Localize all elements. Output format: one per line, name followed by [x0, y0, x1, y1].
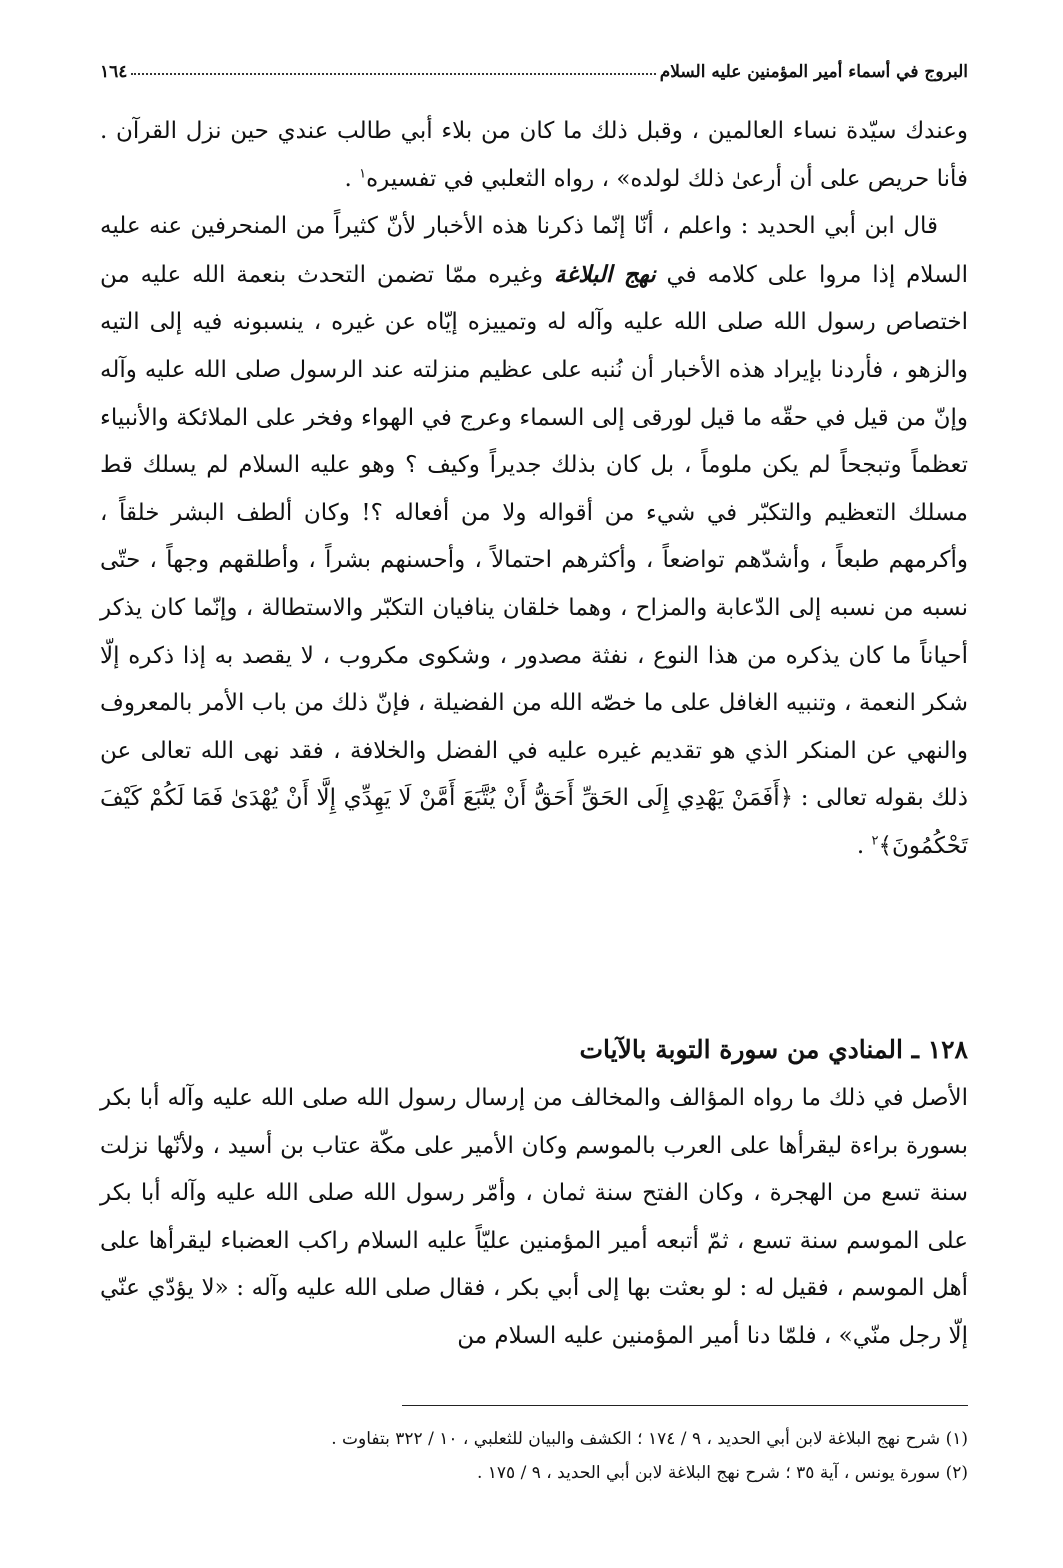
book-title-nahj: نهج البلاغة — [553, 260, 656, 288]
page-number: ١٦٤ — [100, 61, 128, 82]
dotted-leader — [131, 72, 655, 75]
quran-verse: ﴿أَفَمَنْ يَهْدِي إِلَى الحَقِّ أَحَقُّ أَنْ يُتَّبَعَ أَمَّنْ لَا يَهِدِّي إِلَّا أَنْ يُهْدَىٰ فَمَا لَكُمْ كَيْفَ تَحْكُمُونَ﴾ — [100, 785, 968, 859]
footnotes — [100, 1422, 968, 1490]
footnote-ref-2: ٢ — [871, 833, 879, 849]
footnote-1: (١) شرح نهج البلاغة لابن أبي الحديد ، ٩ / ١٧٤ ؛ الكشف والبيان للثعلبي ، ١٠ / ٣٢٢ بتفاوت . — [331, 1429, 968, 1449]
main-text — [100, 108, 968, 871]
section-text — [100, 1075, 968, 1361]
paragraph-ibn-abi-al-hadid: قال ابن أبي الحديد : واعلم ، أنّا إنّما ذكرنا هذه الأخبار لأنّ كثيراً من المنحرفين عنه عليه السلام إذا مروا على كلامه في نهج البلاغة وغيره ممّا تضمن التحدث بنعمة الله عليه من اختصاص رسول الله صلى الله عليه وآله له وتمييزه إيّاه عن غيره ، ينسبونه فيه إلى التيه والزهو ، فأردنا بإيراد هذه الأخبار أن نُنبه على عظيم منزلته عند الرسول صلى الله عليه وآله وإنّ من قيل في حقّه ما قيل لورقى إلى السماء وعرج في الهواء وفخر على الملائكة والأنبياء تعظماً وتبجحاً لم يكن ملوماً ، بل كان بذلك جديراً وكيف ؟ وهو عليه السلام لم يسلك قط مسلك التعظيم والتكبّر في شيء من أقواله ولا من أفعاله ؟! وكان ألطف البشر خلقاً ، وأكرمهم طبعاً ، وأشدّهم تواضعاً ، وأكثرهم احتمالاً ، وأحسنهم بشراً ، وأطلقهم وجهاً ، حتّى نسبه من نسبه إلى الدّعابة والمزاح ، وهما خلقان ينافيان التكبّر والاستطالة ، وإنّما كان يذكر أحياناً ما كان يذكره من هذا النوع ، نفثة مصدور ، وشكوى مكروب ، لا يقصد به إذا ذكره إلّا شكر النعمة ، وتنبيه الغافل على ما خصّه الله من الفضيلة ، فإنّ ذلك من باب الأمر بالمعروف والنهي عن المنكر الذي هو تقديم غيره عليه في الفضل والخلافة ، فقد نهى الله تعالى عن ذلك بقوله تعالى : ﴿أَفَمَنْ يَهْدِي إِلَى الحَقِّ أَحَقُّ أَنْ يُتَّبَعَ أَمَّنْ لَا يَهِدِّي إِلَّا أَنْ يُهْدَىٰ فَمَا لَكُمْ كَيْفَ تَحْكُمُونَ﴾$^٢$ . — [100, 213, 968, 859]
footnote-divider — [402, 1405, 968, 1406]
footnote-ref-1: ١ — [359, 165, 367, 181]
section-paragraph: الأصل في ذلك ما رواه المؤالف والمخالف من إرسال رسول الله صلى الله عليه وآله أبا بكر بسورة براءة ليقرأها على العرب بالموسم وكان الأمير على مكّة عتاب بن أسيد ، ولأنّها نزلت سنة تسع من الهجرة ، وكان الفتح سنة ثمان ، وأمّر رسول الله صلى الله عليه وآله أبا بكر على الموسم سنة تسع ، ثمّ أتبعه أمير المؤمنين عليّاً عليه السلام راكب العضباء ليقرأها على أهل الموسم ، فقيل له : لو بعثت بها إلى أبي بكر ، فقال صلى الله عليه وآله : «لا يؤدّي عنّي إلّا رجل منّي» ، فلمّا دنا أمير المؤمنين عليه السلام من — [100, 1085, 968, 1349]
section-heading: ١٢٨ ـ المنادي من سورة التوبة بالآيات — [579, 1035, 968, 1064]
footnote-2: (٢) سورة يونس ، آية ٣٥ ؛ شرح نهج البلاغة لابن أبي الحديد ، ٩ / ١٧٥ . — [476, 1463, 968, 1483]
paragraph-continuation: وعندك سيّدة نساء العالمين ، وقبل ذلك ما كان من بلاء أبي طالب عندي حين نزل القرآن . فأنا حريص على أن أرعىٰ ذلك لولده» ، رواه الثعلبي في تفسيره$^١$ . — [100, 118, 968, 192]
running-title: البروج في أسماء أمير المؤمنين عليه السلام — [659, 61, 968, 82]
page-header — [100, 42, 968, 82]
